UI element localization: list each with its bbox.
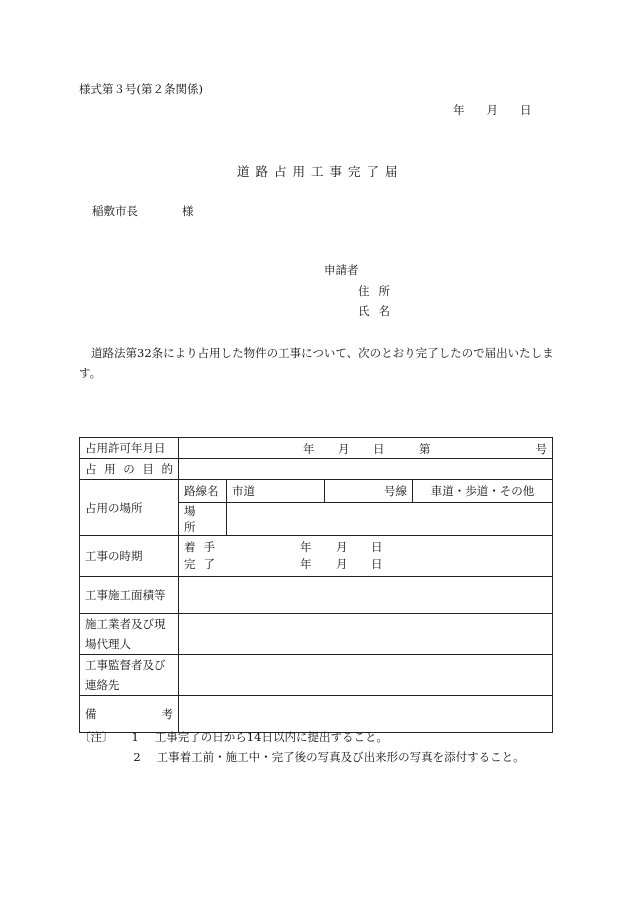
table-row: [80, 655, 553, 696]
permit-month-label: 月: [338, 442, 350, 456]
start-day-label: 日: [371, 540, 383, 554]
table-row: [80, 614, 553, 655]
notes: [79, 727, 525, 767]
end-day-label: 日: [371, 557, 383, 571]
occupancy-place-label: 占用の場所: [80, 480, 179, 536]
addressee-honorific: 様: [182, 204, 194, 218]
completion-form-table: [79, 437, 553, 733]
note-1-number: 1: [131, 730, 139, 744]
applicant-address-label: 住所: [358, 284, 399, 298]
start-label: 着手: [184, 540, 223, 554]
construction-period-field[interactable]: [179, 536, 553, 577]
note-2-number: 2: [133, 750, 141, 764]
construction-area-label: 工事施工面積等: [80, 577, 179, 614]
permit-year-label: 年: [303, 442, 315, 456]
table-row: [80, 577, 553, 614]
table-row: [80, 480, 553, 503]
supervisor-field[interactable]: [179, 655, 553, 696]
route-name-field[interactable]: 市道: [227, 480, 325, 503]
occupancy-purpose-field[interactable]: [179, 459, 553, 480]
date-month-label: 月: [486, 103, 498, 117]
table-row: [80, 536, 553, 577]
contractor-field[interactable]: [179, 614, 553, 655]
note-2-text: 工事着工前・施工中・完了後の写真及び出来形の写真を添付すること。: [156, 750, 525, 764]
construction-period-label: 工事の時期: [80, 536, 179, 577]
end-year-label: 年: [300, 557, 312, 571]
end-label: 完了: [184, 557, 223, 571]
body-text: 道路法第32条により占用した物件の工事について、次のとおり完了したので届出いたします。: [79, 346, 554, 380]
form-number: 様式第３号(第２条関係): [79, 82, 203, 96]
road-type-options[interactable]: 車道・歩道・その他: [413, 480, 553, 503]
permit-date-label: 占用許可年月日: [80, 438, 179, 459]
permit-dai-label: 第: [419, 442, 431, 456]
permit-day-label: 日: [373, 442, 385, 456]
occupancy-purpose-label: 占 用 の 目 的: [80, 459, 179, 480]
date-year-label: 年: [453, 103, 465, 117]
note-1: [79, 727, 525, 747]
construction-area-field[interactable]: [179, 577, 553, 614]
date-day-label: 日: [520, 103, 532, 117]
note-2: [79, 747, 525, 767]
contractor-label: 施工業者及び現場代理人: [80, 614, 179, 655]
route-name-label: 路線名: [179, 480, 227, 503]
document-title: 道路占用工事完了届: [237, 164, 404, 179]
place-field[interactable]: [227, 503, 553, 536]
note-1-text: 工事完了の日から14日以内に提出すること。: [154, 730, 388, 744]
permit-date-field[interactable]: [179, 438, 553, 459]
remarks-label: 備 考: [80, 696, 179, 733]
notes-prefix: 〔注〕: [79, 730, 114, 744]
end-month-label: 月: [336, 557, 348, 571]
addressee: [92, 203, 194, 219]
supervisor-label: 工事監督者及び連絡先: [80, 655, 179, 696]
route-number-field[interactable]: 号線: [325, 480, 413, 503]
applicant-name-label: 氏名: [358, 304, 399, 318]
permit-go-label: 号: [535, 442, 547, 456]
addressee-name: 稲敷市長: [92, 204, 138, 218]
place-label: 場所: [179, 503, 227, 536]
applicant-label: 申請者: [324, 263, 359, 277]
start-month-label: 月: [336, 540, 348, 554]
table-row: [80, 438, 553, 459]
table-row: [80, 459, 553, 480]
start-year-label: 年: [300, 540, 312, 554]
submission-date: [453, 102, 532, 118]
